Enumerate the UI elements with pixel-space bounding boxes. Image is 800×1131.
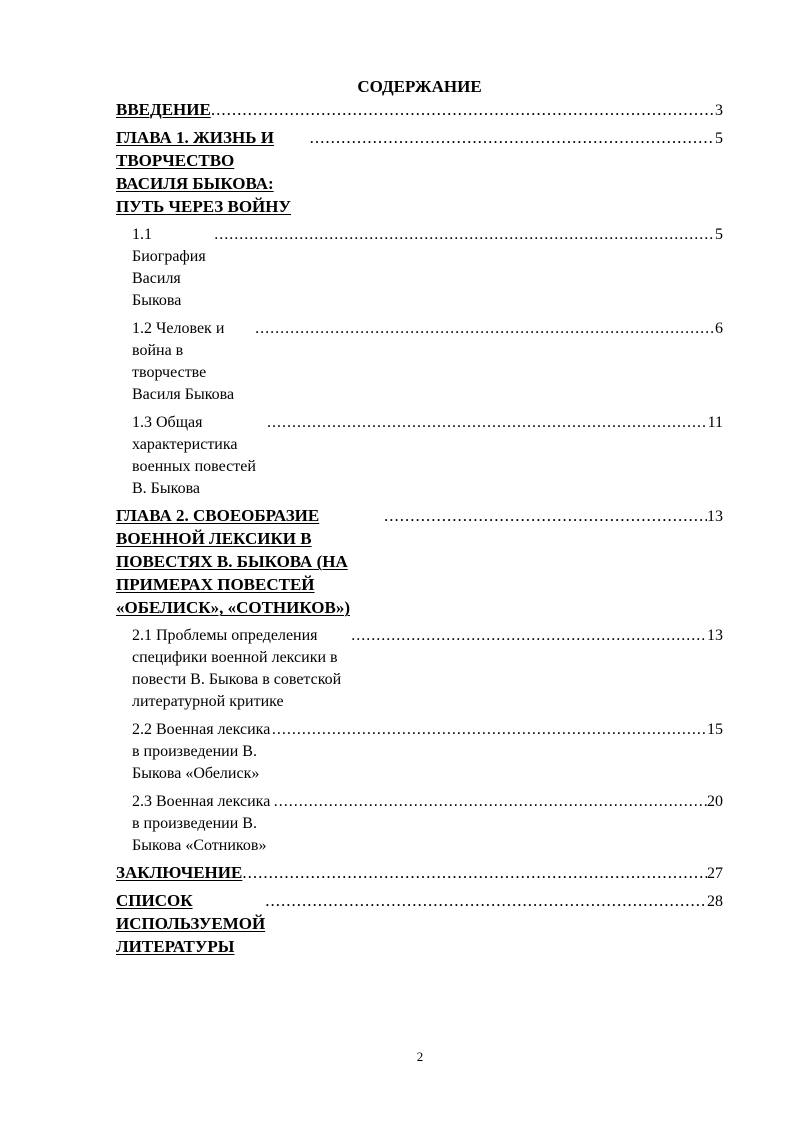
toc-page-number: 15 (707, 721, 723, 738)
toc-page-number: 5 (715, 226, 723, 243)
page-number: 2 (416, 1049, 424, 1064)
toc-leader-dots (211, 98, 715, 121)
table-of-contents (116, 76, 723, 958)
toc-entry-text: 2.2 Военная лексика в произведении В. Быкова «Обелиск» (132, 721, 271, 782)
toc-entry-text: 2.3 Военная лексика в произведении В. Быкова «Сотников» (132, 793, 271, 854)
toc-leader-dots (214, 224, 715, 246)
toc-leader-dots (265, 889, 707, 912)
toc-entry-section-2-2[interactable] (116, 719, 723, 785)
page-title: СОДЕРЖАНИЕ (357, 77, 482, 96)
toc-entry-section-1-3[interactable] (116, 412, 723, 500)
toc-entry-text: ЗАКЛЮЧЕНИЕ (116, 863, 243, 882)
toc-entry-section-2-3[interactable] (116, 791, 723, 857)
toc-page-number: 11 (707, 414, 723, 431)
toc-leader-dots (255, 318, 715, 340)
toc-page-number: 5 (715, 130, 723, 147)
toc-page-number: 6 (715, 320, 723, 337)
toc-page-number: 28 (707, 893, 723, 910)
toc-leader-dots (351, 625, 707, 647)
toc-leader-dots (267, 412, 708, 434)
toc-leader-dots (310, 126, 715, 149)
toc-page-number: 20 (707, 793, 723, 810)
toc-entry-section-1-1[interactable] (116, 224, 723, 312)
toc-entry-text: СПИСОК ИСПОЛЬЗУЕМОЙ ЛИТЕРАТУРЫ (116, 891, 266, 956)
toc-page-number: 27 (707, 865, 723, 882)
toc-entry-section-2-1[interactable] (116, 625, 723, 713)
toc-page-number: 13 (707, 627, 723, 644)
toc-leader-dots (272, 719, 707, 741)
toc-entry-text: 1.1 Биография Василя Быкова (132, 226, 206, 309)
toc-entry-text: 1.3 Общая характеристика военных повестей В. Быкова (132, 414, 256, 497)
toc-leader-dots (274, 791, 707, 813)
toc-entry-chapter-2[interactable] (116, 504, 723, 619)
toc-entry-text: 1.2 Человек и война в творчестве Василя Быкова (132, 320, 235, 403)
toc-leader-dots (242, 861, 707, 884)
toc-entry-conclusion[interactable] (116, 861, 723, 885)
toc-entry-text: ГЛАВА 2. СВОЕОБРАЗИЕ ВОЕННОЙ ЛЕКСИКИ В ПОВЕСТЯХ В. БЫКОВА (НА ПРИМЕРАХ ПОВЕСТЕЙ «ОБЕЛИСК», «СОТНИКОВ») (116, 506, 350, 617)
toc-entry-text: ГЛАВА 1. ЖИЗНЬ И ТВОРЧЕСТВО ВАСИЛЯ БЫКОВА: ПУТЬ ЧЕРЕЗ ВОЙНУ (116, 128, 291, 216)
toc-entry-text: ВВЕДЕНИЕ (116, 100, 211, 119)
toc-entry-chapter-1[interactable] (116, 126, 723, 218)
toc-page-number: 13 (707, 508, 723, 525)
toc-entry-text: 2.1 Проблемы определения специфики военной лексики в повести В. Быкова в советской литературной критике (132, 627, 342, 710)
toc-leader-dots (384, 504, 707, 527)
toc-page-number: 3 (715, 102, 723, 119)
toc-entry-references[interactable] (116, 889, 723, 958)
toc-entry-introduction[interactable] (116, 98, 723, 122)
toc-entry-section-1-2[interactable] (116, 318, 723, 406)
